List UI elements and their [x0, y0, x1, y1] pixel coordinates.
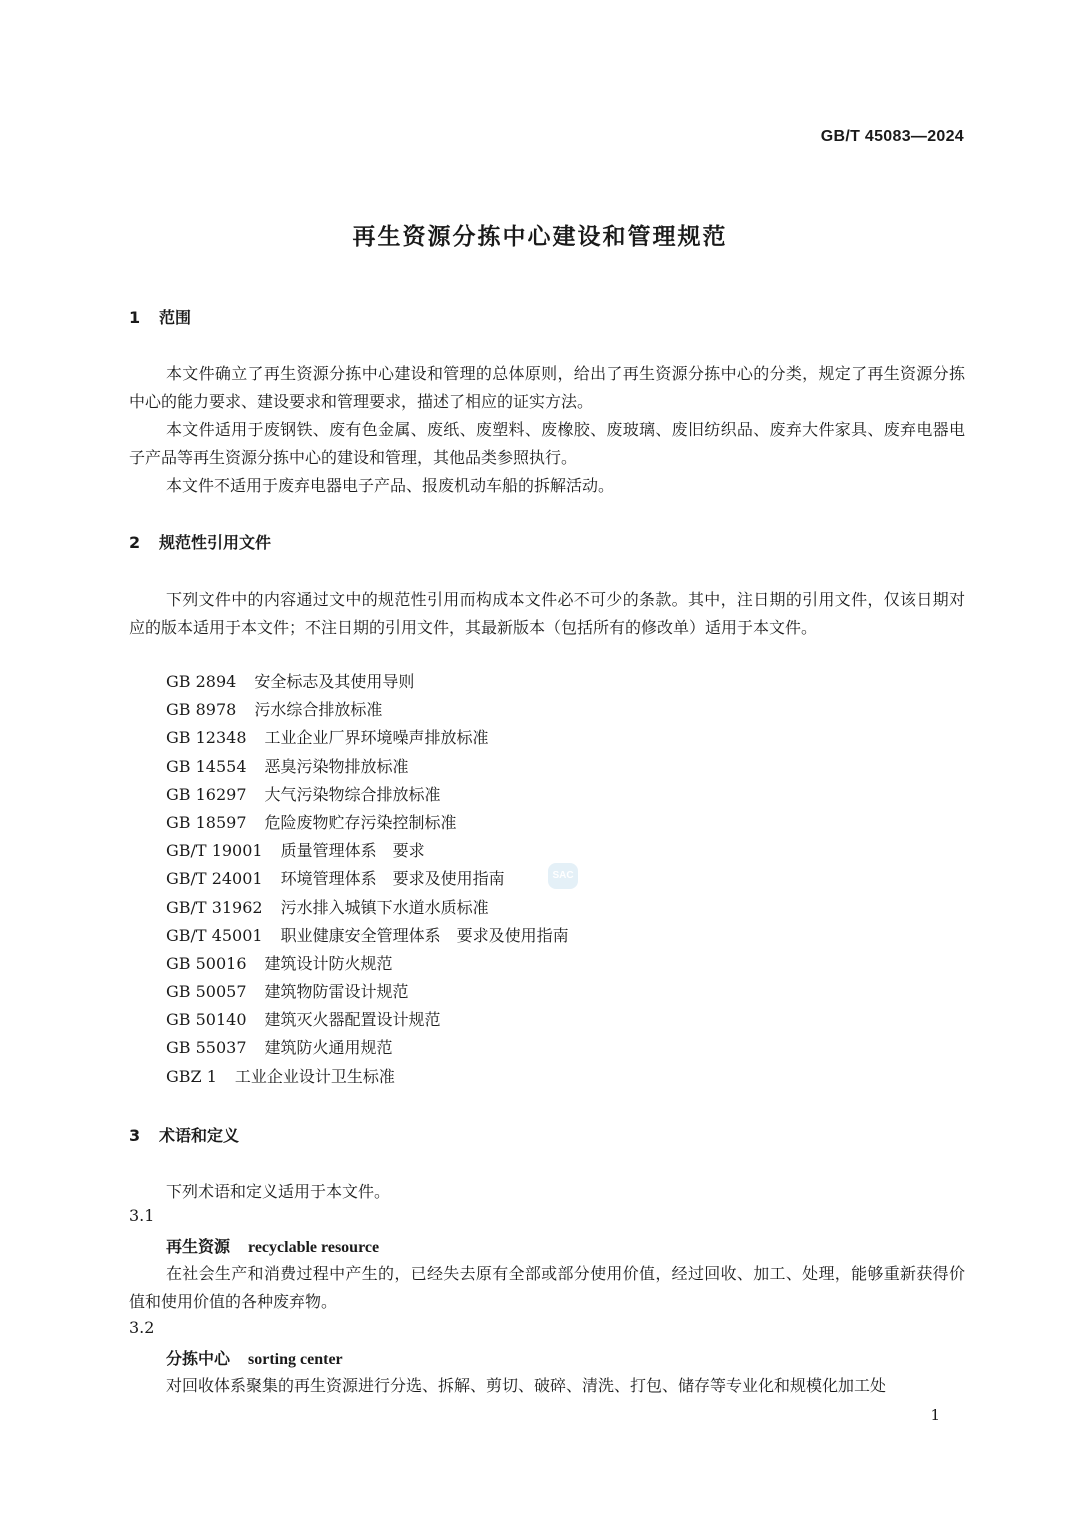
section-heading-terms: [129, 1123, 239, 1146]
paragraph: 本文件适用于废钢铁、废有色金属、废纸、废塑料、废橡胶、废玻璃、废旧纺织品、废弃大件家具、废弃电器电子产品等再生资源分拣中心的建设和管理，其他品类参照执行。: [129, 420, 965, 467]
term-number: 3.1: [129, 1206, 155, 1225]
document-code: GB/T 45083—2024: [820, 128, 964, 145]
reference-code: GB/T 24001: [166, 869, 263, 889]
reference-item: [166, 922, 569, 950]
watermark-logo: SAC: [548, 863, 578, 889]
section-title: 术语和定义: [159, 1126, 240, 1145]
term-number: 3.2: [129, 1318, 155, 1337]
reference-title: 质量管理体系 要求: [280, 841, 425, 861]
reference-item: [166, 753, 569, 781]
reference-code: GB/T 31962: [166, 897, 263, 917]
term-definition: 在社会生产和消费过程中产生的，已经失去原有全部或部分使用价值，经过回收、加工、处理，能够重新获得价值和使用价值的各种废弃物。: [129, 1264, 965, 1311]
reference-code: GB 50057: [166, 982, 247, 1002]
reference-item: [166, 1034, 569, 1062]
term-name-cn: 分拣中心: [166, 1349, 231, 1368]
term-name-cn: 再生资源: [166, 1237, 231, 1256]
section-title: 规范性引用文件: [159, 533, 272, 552]
reference-item: [166, 809, 569, 837]
reference-code: GB/T 19001: [166, 841, 263, 861]
term-definition: 对回收体系聚集的再生资源进行分选、拆解、剪切、破碎、清洗、打包、储存等专业化和规模化加工处: [166, 1376, 887, 1395]
paragraph: 下列术语和定义适用于本文件。: [166, 1182, 391, 1201]
term-name-en: recyclable resource: [248, 1239, 380, 1256]
paragraph: 本文件确立了再生资源分拣中心建设和管理的总体原则，给出了再生资源分拣中心的分类，规定了再生资源分拣中心的能力要求、建设要求和管理要求，描述了相应的证实方法。: [129, 364, 965, 411]
reference-item: [166, 978, 569, 1006]
term-name: [166, 1346, 343, 1369]
reference-title: 建筑设计防火规范: [264, 953, 393, 973]
reference-item: [166, 668, 569, 696]
reference-title: 环境管理体系 要求及使用指南: [280, 869, 505, 889]
reference-code: GB 50016: [166, 953, 247, 973]
reference-title: 危险废物贮存污染控制标准: [264, 812, 457, 832]
reference-title: 污水综合排放标准: [254, 700, 383, 720]
reference-title: 污水排入城镇下水道水质标准: [280, 897, 489, 917]
reference-code: GB 55037: [166, 1038, 247, 1058]
reference-title: 建筑物防雷设计规范: [264, 982, 409, 1002]
reference-list: [166, 668, 569, 1091]
reference-item: [166, 837, 569, 865]
paragraph: 下列文件中的内容通过文中的规范性引用而构成本文件必不可少的条款。其中，注日期的引用文件，仅该日期对应的版本适用于本文件；不注日期的引用文件，其最新版本（包括所有的修改单）适用于本文件。: [129, 590, 965, 637]
page-number: 1: [930, 1406, 940, 1424]
reference-code: GB 50140: [166, 1010, 247, 1030]
document-title: 再生资源分拣中心建设和管理规范: [352, 224, 728, 250]
reference-code: GB 18597: [166, 812, 247, 832]
reference-item: [166, 950, 569, 978]
section-heading-normative-references: [129, 530, 271, 553]
section-number: 1: [129, 308, 141, 327]
reference-item: [166, 696, 569, 724]
section-heading-scope: [129, 305, 191, 328]
reference-title: 安全标志及其使用导则: [254, 672, 415, 691]
reference-item: [166, 724, 569, 752]
reference-code: GB 12348: [166, 728, 247, 748]
reference-title: 建筑灭火器配置设计规范: [264, 1010, 441, 1030]
reference-item: [166, 1063, 569, 1091]
reference-title: 建筑防火通用规范: [264, 1038, 393, 1058]
section-title: 范围: [159, 308, 192, 327]
paragraph: 本文件不适用于废弃电器电子产品、报废机动车船的拆解活动。: [166, 476, 615, 495]
reference-title: 大气污染物综合排放标准: [264, 784, 441, 804]
section-number: 2: [129, 533, 141, 552]
reference-title: 工业企业设计卫生标准: [234, 1066, 395, 1086]
section-number: 3: [129, 1126, 141, 1145]
reference-item: [166, 894, 569, 922]
term-name-en: sorting center: [248, 1351, 343, 1368]
reference-code: GB 16297: [166, 784, 247, 804]
reference-item: [166, 781, 569, 809]
term-name: [166, 1234, 379, 1257]
reference-title: 职业健康安全管理体系 要求及使用指南: [280, 925, 569, 945]
reference-item: [166, 865, 569, 893]
reference-item: [166, 1006, 569, 1034]
reference-title: 恶臭污染物排放标准: [264, 756, 409, 776]
reference-code: GBZ 1: [166, 1066, 217, 1086]
reference-title: 工业企业厂界环境噪声排放标准: [264, 728, 489, 748]
reference-code: GB/T 45001: [166, 925, 263, 945]
reference-code: GB 14554: [166, 756, 247, 776]
reference-code: GB 8978: [166, 700, 237, 720]
reference-code: GB 2894: [166, 672, 237, 691]
